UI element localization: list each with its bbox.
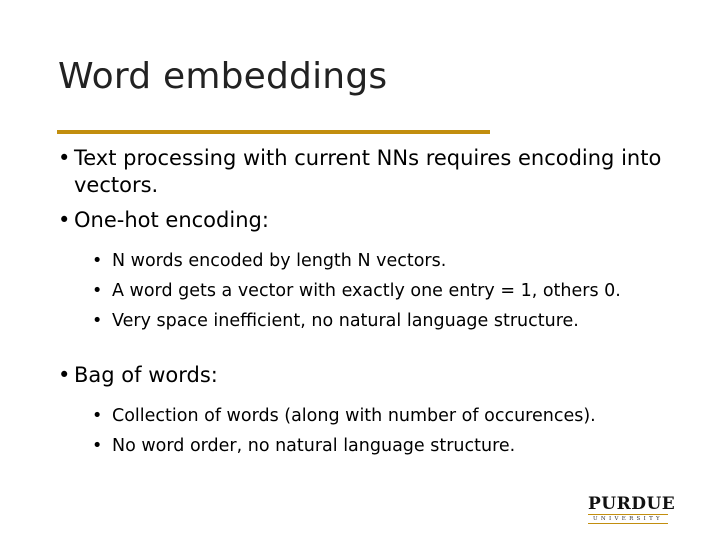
sub-bullet-icon: • [92, 436, 103, 456]
purdue-logo [588, 494, 676, 524]
title-underline [57, 130, 490, 134]
bullet-icon: • [58, 363, 71, 387]
sub-bullet-icon: • [92, 406, 103, 426]
sub-bullet-text: N words encoded by length N vectors. [112, 251, 447, 271]
bullet-item [58, 207, 698, 336]
sub-bullet-item [74, 276, 698, 306]
bullet-icon: • [58, 146, 71, 170]
sub-bullet-icon: • [92, 281, 103, 301]
bullet-icon: • [58, 208, 71, 232]
sub-bullet-text: Collection of words (along with number of occurences). [112, 406, 596, 426]
bullet-text: Text processing with current NNs requires encoding into vectors. [74, 146, 662, 197]
bullet-list [58, 145, 698, 469]
sub-bullet-item [74, 401, 698, 431]
logo-name: PURDUE [588, 494, 676, 514]
sub-bullet-text: Very space inefficient, no natural language structure. [112, 311, 579, 331]
sub-bullet-list [74, 401, 698, 461]
logo-subtitle: UNIVERSITY [588, 514, 668, 524]
sub-bullet-text: A word gets a vector with exactly one entry = 1, others 0. [112, 281, 621, 301]
bullet-item [58, 145, 698, 199]
sub-bullet-item [74, 306, 698, 336]
bullet-text: Bag of words: [74, 363, 218, 387]
sub-bullet-item [74, 431, 698, 461]
sub-bullet-icon: • [92, 251, 103, 271]
sub-bullet-icon: • [92, 311, 103, 331]
bullet-item [58, 362, 698, 461]
sub-bullet-item [74, 246, 698, 276]
sub-bullet-text: No word order, no natural language structure. [112, 436, 516, 456]
sub-bullet-list [74, 246, 698, 336]
slide-title: Word embeddings [58, 56, 388, 97]
bullet-text: One-hot encoding: [74, 208, 269, 232]
